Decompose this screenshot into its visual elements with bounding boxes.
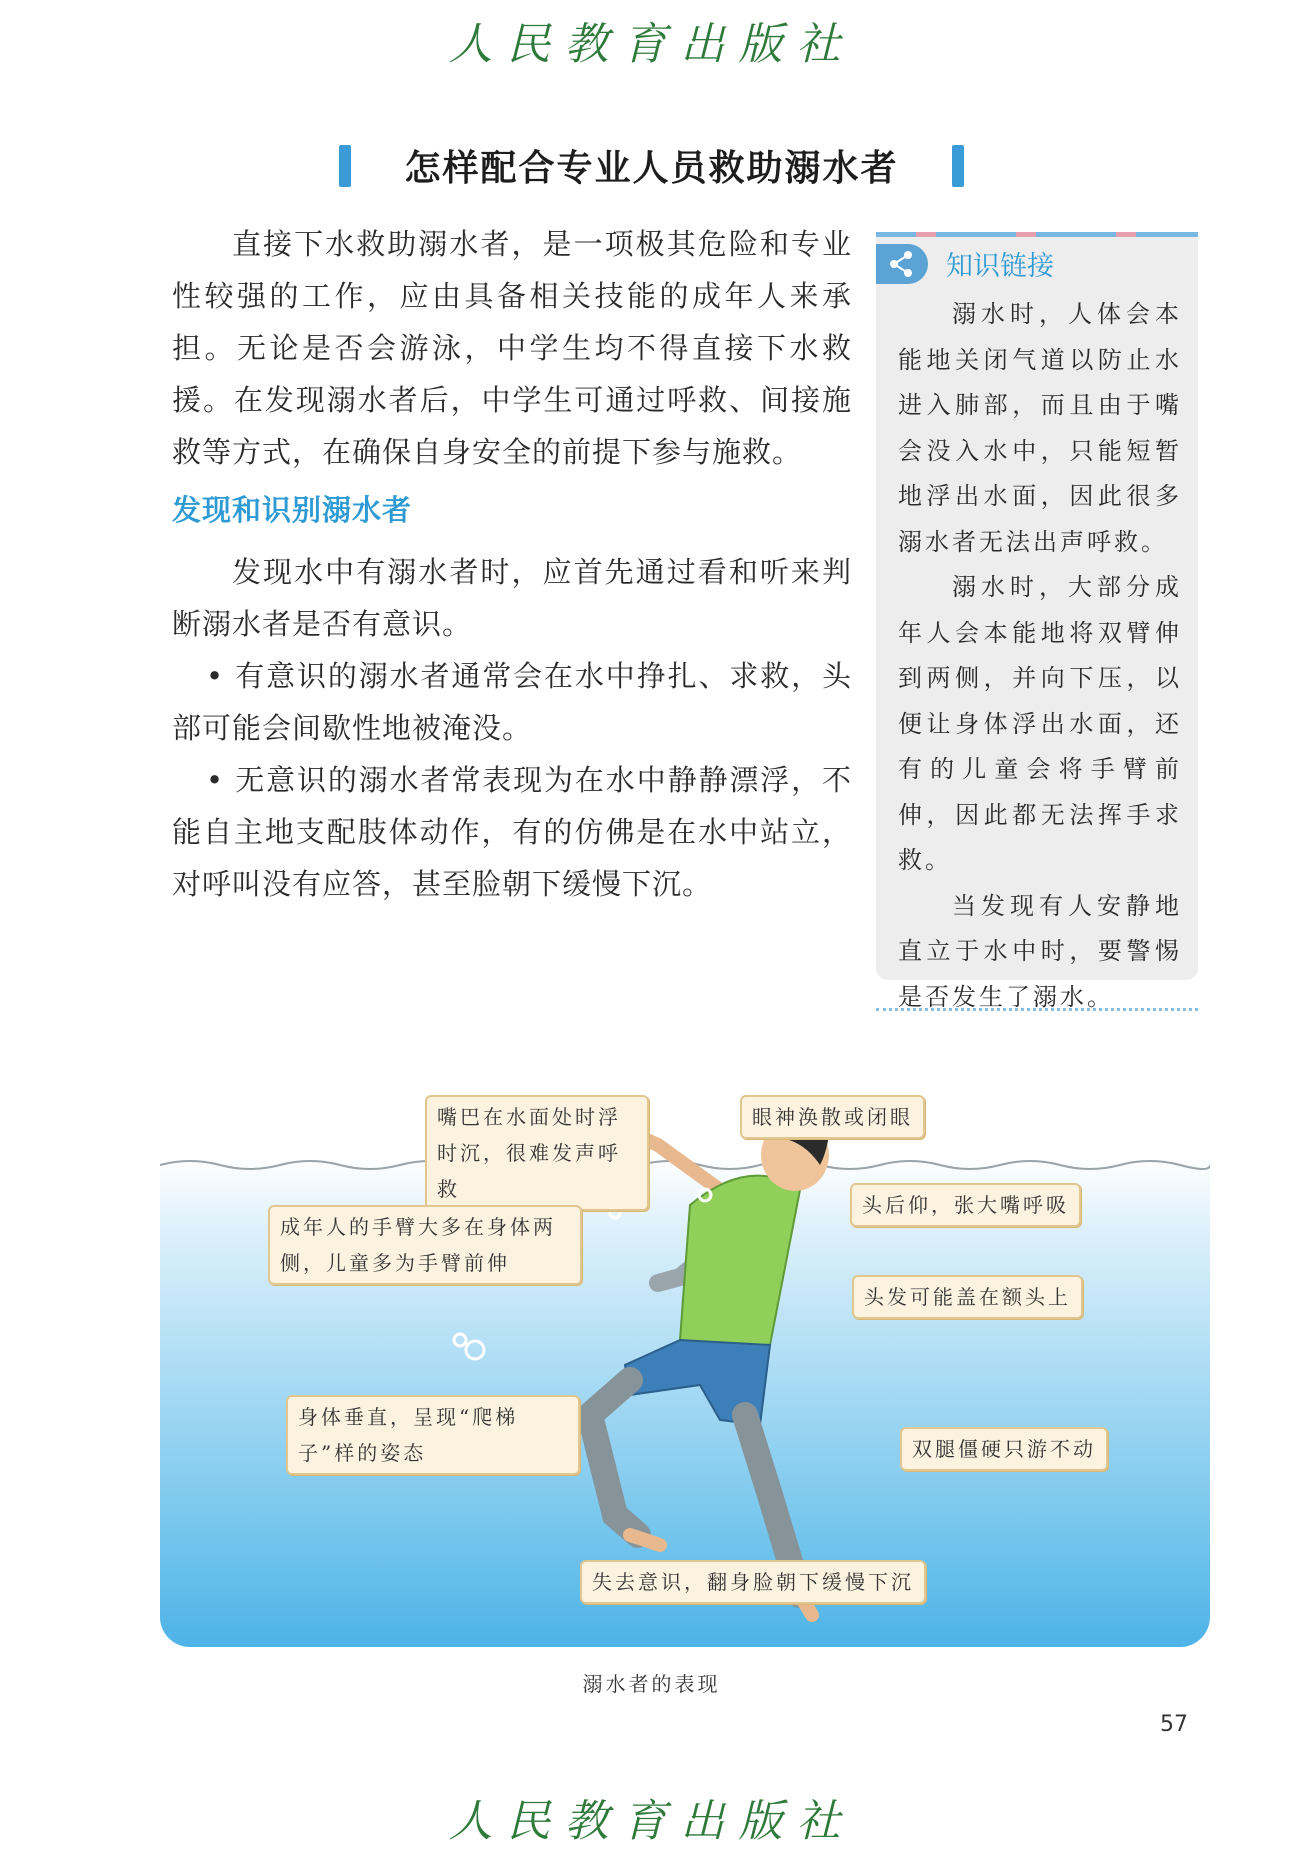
publisher-watermark-bottom: 人民教育出版社	[448, 1796, 855, 1847]
sidebar-paragraph: 溺水时，人体会本能地关闭气道以防止水进入肺部，而且由于嘴会没入水中，只能短暂地浮出水面，因此很多溺水者无法出声呼救。	[898, 300, 1182, 556]
page-title-block	[0, 140, 1303, 191]
detect-paragraph: 发现水中有溺水者时，应首先通过看和听来判断溺水者是否有意识。	[172, 555, 852, 641]
sidebar-paragraph: 当发现有人安静地直立于水中时，要警惕是否发生了溺水。	[898, 891, 1182, 1011]
callout-sinking: 失去意识，翻身脸朝下缓慢下沉	[580, 1560, 926, 1604]
dotted-divider	[876, 1008, 1198, 1011]
sidebar-body	[898, 292, 1182, 1020]
callout-mouth: 嘴巴在水面处时浮时沉，很难发声呼救	[425, 1095, 649, 1211]
title-bar-right	[952, 145, 964, 187]
share-link-icon	[876, 244, 928, 284]
callout-vertical-body: 身体垂直，呈现“爬梯子”样的姿态	[286, 1395, 580, 1475]
callout-eyes: 眼神涣散或闭眼	[740, 1095, 925, 1139]
sidebar-title: 知识链接	[946, 251, 1054, 282]
figure-caption: 溺水者的表现	[582, 1672, 721, 1696]
knowledge-link-box	[876, 232, 1198, 1011]
drowning-illustration	[160, 1095, 1210, 1655]
bullet-unconscious: • 无意识的溺水者常表现为在水中静静漂浮，不能自主地支配肢体动作，有的仿佛是在水中站立，对呼叫没有应答，甚至脸朝下缓慢下沉。	[172, 763, 852, 901]
callout-hair: 头发可能盖在额头上	[852, 1275, 1083, 1319]
section-heading: 发现和识别溺水者	[172, 493, 413, 527]
page-number: 57	[1160, 1712, 1188, 1737]
callout-arms: 成年人的手臂大多在身体两侧，儿童多为手臂前伸	[268, 1205, 582, 1285]
bullet-conscious: • 有意识的溺水者通常会在水中挣扎、求救，头部可能会间歇性地被淹没。	[172, 659, 852, 745]
sidebar-paragraph: 溺水时，大部分成年人会本能地将双臂伸到两侧，并向下压，以便让身体浮出水面，还有的儿童会将手臂前伸，因此都无法挥手求救。	[898, 573, 1182, 874]
page-title: 怎样配合专业人员救助溺水者	[404, 148, 899, 189]
publisher-watermark-top: 人民教育出版社	[448, 19, 855, 70]
sidebar-header	[876, 240, 1198, 286]
sidebar-stripe	[876, 232, 1198, 237]
intro-paragraph: 直接下水救助溺水者，是一项极其危险和专业性较强的工作，应由具备相关技能的成年人来承担。无论是否会游泳，中学生均不得直接下水救援。在发现溺水者后，中学生可通过呼救、间接施救等方式，在确保自身安全的前提下参与施救。	[172, 227, 852, 469]
main-text	[172, 218, 852, 910]
callout-head-back: 头后仰，张大嘴呼吸	[850, 1183, 1081, 1227]
title-bar-left	[339, 145, 351, 187]
callout-legs: 双腿僵硬只游不动	[900, 1427, 1108, 1471]
